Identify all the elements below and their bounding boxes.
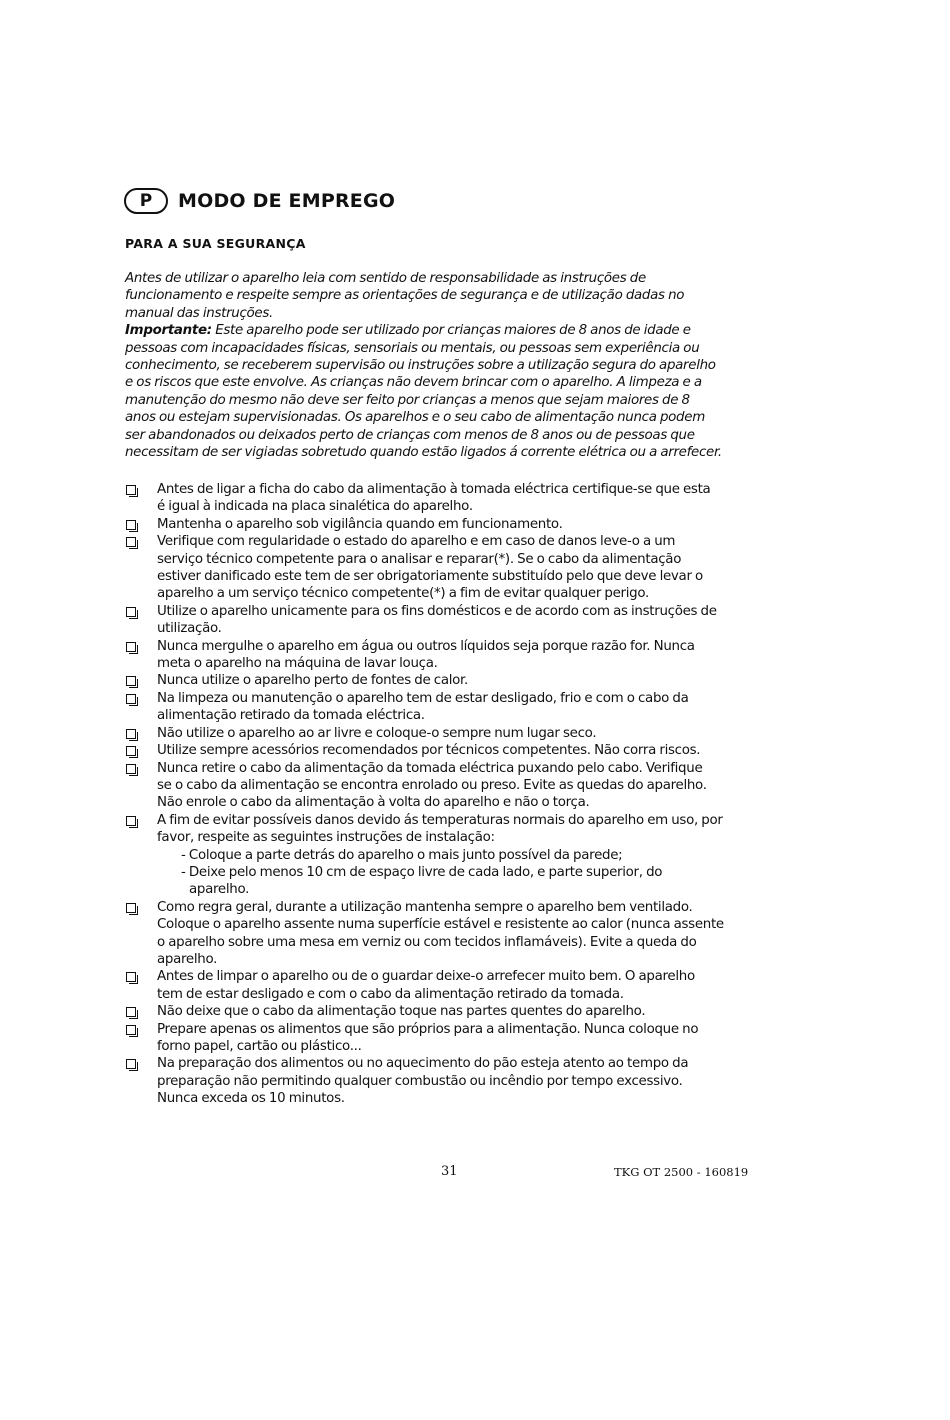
checkbox-bullet-icon: [125, 1021, 157, 1038]
bullet-line: estiver danificado este tem de ser obrigatoriamente substituído pelo que deve levar o: [157, 569, 703, 585]
bullet-text: [157, 690, 689, 725]
bullet-line: A fim de evitar possíveis danos devido ás temperaturas normais do aparelho em uso, por: [157, 812, 723, 828]
bullet-line: favor, respeite as seguintes instruções de instalação:: [157, 830, 495, 846]
bullet-line: meta o aparelho na máquina de lavar louça.: [157, 656, 438, 672]
bullet-line: utilização.: [157, 621, 222, 637]
bullet-item: [125, 812, 805, 899]
bullet-item: [125, 603, 805, 638]
bullet-line: é igual à indicada na placa sinalética do aparelho.: [157, 499, 473, 515]
checkbox-bullet-icon: [125, 672, 157, 689]
important-line: necessitam de ser vigiadas sobretudo quando estão ligados á corrente elétrica ou a arrefecer.: [125, 445, 722, 461]
bullet-line: Nunca exceda os 10 minutos.: [157, 1091, 345, 1107]
bullet-text: [157, 672, 468, 689]
bullet-line: Nunca mergulhe o aparelho em água ou outros líquidos seja porque razão for. Nunca: [157, 638, 695, 654]
bullet-item: [125, 725, 805, 742]
important-line: ser abandonados ou deixados perto de crianças com menos de 8 anos ou de pessoas que: [125, 427, 695, 443]
important-text: Este aparelho pode ser utilizado por crianças maiores de 8 anos de idade e: [211, 323, 691, 339]
bullet-line: Utilize sempre acessórios recomendados por técnicos competentes. Não corra riscos.: [157, 743, 701, 759]
bullet-line: Coloque o aparelho assente numa superfície estável e resistente ao calor (nunca assente: [157, 917, 724, 933]
sub-instruction: - Coloque a parte detrás do aparelho o mais junto possível da parede;: [181, 847, 623, 863]
checkbox-bullet-icon: [125, 812, 157, 829]
bullet-line: Antes de ligar a ficha do cabo da alimentação à tomada eléctrica certifique-se que esta: [157, 482, 711, 497]
bullet-item: [125, 690, 805, 725]
bullet-item: [125, 968, 805, 1003]
bullet-text: [157, 533, 703, 603]
bullet-line: Não utilize o aparelho ao ar livre e coloque-o sempre num lugar seco.: [157, 725, 597, 741]
checkbox-bullet-icon: [125, 760, 157, 777]
important-line: conhecimento, se receberem supervisão ou instruções sobre a utilização segura do aparelho: [125, 358, 716, 374]
bullet-text: [157, 968, 695, 1003]
checkbox-bullet-icon: [125, 533, 157, 550]
checkbox-bullet-icon: [125, 725, 157, 742]
page-title: MODO DE EMPREGO: [178, 190, 396, 212]
bullet-line: Na preparação dos alimentos ou no aquecimento do pão esteja atento ao tempo da: [157, 1056, 689, 1072]
bullet-line: Nunca retire o cabo da alimentação da tomada eléctrica puxando pelo cabo. Verifique: [157, 760, 703, 776]
bullet-line: Não deixe que o cabo da alimentação toque nas partes quentes do aparelho.: [157, 1004, 646, 1020]
bullet-text: [157, 742, 700, 759]
bullet-line: Antes de limpar o aparelho ou de o guardar deixe-o arrefecer muito bem. O aparelho: [157, 969, 695, 985]
language-badge: P: [124, 188, 168, 214]
important-line: pessoas com incapacidades físicas, sensoriais ou mentais, ou pessoas sem experiência ou: [125, 340, 700, 356]
bullet-item: [125, 516, 805, 533]
bullet-text: [157, 1003, 645, 1020]
bullet-item: [125, 742, 805, 759]
bullet-line: Nunca utilize o aparelho perto de fontes de calor.: [157, 673, 468, 689]
bullet-item: [125, 638, 805, 673]
bullet-line: Verifique com regularidade o estado do aparelho e em caso de danos leve-o a um: [157, 534, 676, 550]
intro-line: funcionamento e respeite sempre as orientações de segurança e de utilização dadas no: [125, 288, 685, 304]
checkbox-bullet-icon: [125, 968, 157, 985]
bullet-text: [157, 899, 724, 969]
bullet-item: [125, 760, 805, 812]
checkbox-bullet-icon: [125, 690, 157, 707]
important-line: e os riscos que este envolve. As crianças não devem brincar com o aparelho. A limpeza e a: [125, 375, 702, 391]
bullet-text: [157, 725, 596, 742]
bullet-line: o aparelho sobre uma mesa em verniz ou com tecidos inflamáveis). Evite a queda do: [157, 934, 697, 950]
bullet-line: Não enrole o cabo da alimentação à volta do aparelho e não o torça.: [157, 795, 590, 811]
bullet-item: [125, 1003, 805, 1020]
bullet-item: [125, 1055, 805, 1107]
bullet-text: [157, 638, 695, 673]
bullet-text: [157, 1055, 688, 1107]
bullet-line: preparação não permitindo qualquer combustão ou incêndio por tempo excessivo.: [157, 1073, 683, 1089]
checkbox-bullet-icon: [125, 638, 157, 655]
checkbox-bullet-icon: [125, 1003, 157, 1020]
bullet-item: [125, 672, 805, 689]
bullet-text: [157, 760, 707, 812]
bullet-text: [157, 516, 563, 533]
important-line: anos ou estejam supervisionadas. Os aparelhos e o seu cabo de alimentação nunca podem: [125, 410, 705, 426]
bullet-item: [125, 1021, 805, 1056]
intro-paragraph: [125, 270, 790, 461]
intro-line: manual das instruções.: [125, 305, 273, 321]
bullet-text: [157, 603, 717, 638]
checkbox-bullet-icon: [125, 603, 157, 620]
checkbox-bullet-icon: [125, 1055, 157, 1072]
bullet-line: aparelho a um serviço técnico competente(*) a fim de evitar qualquer perigo.: [157, 586, 649, 602]
important-label: Importante:: [125, 323, 212, 339]
bullet-item: [125, 533, 805, 603]
bullet-item: [125, 481, 805, 516]
intro-line: Antes de utilizar o aparelho leia com sentido de responsabilidade as instruções de: [125, 271, 646, 286]
bullet-line: Mantenha o aparelho sob vigilância quando em funcionamento.: [157, 516, 563, 532]
bullet-line: Utilize o aparelho unicamente para os fins domésticos e de acordo com as instruções de: [157, 603, 717, 619]
safety-bullet-list: [125, 481, 805, 1108]
bullet-line: aparelho.: [157, 951, 218, 967]
bullet-line: serviço técnico competente para o analisar e reparar(*). Se o cabo da alimentação: [157, 551, 682, 567]
sub-instruction-continued: aparelho.: [189, 882, 250, 898]
sub-instruction: - Deixe pelo menos 10 cm de espaço livre de cada lado, e parte superior, do: [181, 864, 663, 880]
bullet-line: alimentação retirado da tomada eléctrica.: [157, 708, 425, 724]
bullet-line: Como regra geral, durante a utilização mantenha sempre o aparelho bem ventilado.: [157, 899, 693, 915]
important-line: [125, 322, 790, 339]
checkbox-bullet-icon: [125, 481, 157, 498]
checkbox-bullet-icon: [125, 899, 157, 916]
bullet-line: forno papel, cartão ou plástico...: [157, 1039, 362, 1054]
bullet-text: [157, 812, 723, 899]
bullet-line: se o cabo da alimentação se encontra enrolado ou preso. Evite as quedas do aparelho.: [157, 777, 707, 793]
checkbox-bullet-icon: [125, 516, 157, 533]
bullet-line: Na limpeza ou manutenção o aparelho tem de estar desligado, frio e com o cabo da: [157, 690, 689, 706]
section-heading: PARA A SUA SEGURANÇA: [125, 236, 306, 251]
important-line: manutenção do mesmo não deve ser feito por crianças a menos que sejam maiores de 8: [125, 392, 690, 408]
checkbox-bullet-icon: [125, 742, 157, 759]
bullet-line: tem de estar desligado e com o cabo da alimentação retirado da tomada.: [157, 986, 624, 1002]
bullet-text: [157, 1021, 698, 1056]
bullet-text: [157, 481, 710, 516]
page-header: [124, 188, 395, 214]
page-number: 31: [441, 1164, 458, 1179]
bullet-item: [125, 899, 805, 969]
bullet-line: Prepare apenas os alimentos que são próprios para a alimentação. Nunca coloque no: [157, 1021, 699, 1037]
model-code: TKG OT 2500 - 160819: [614, 1165, 749, 1179]
